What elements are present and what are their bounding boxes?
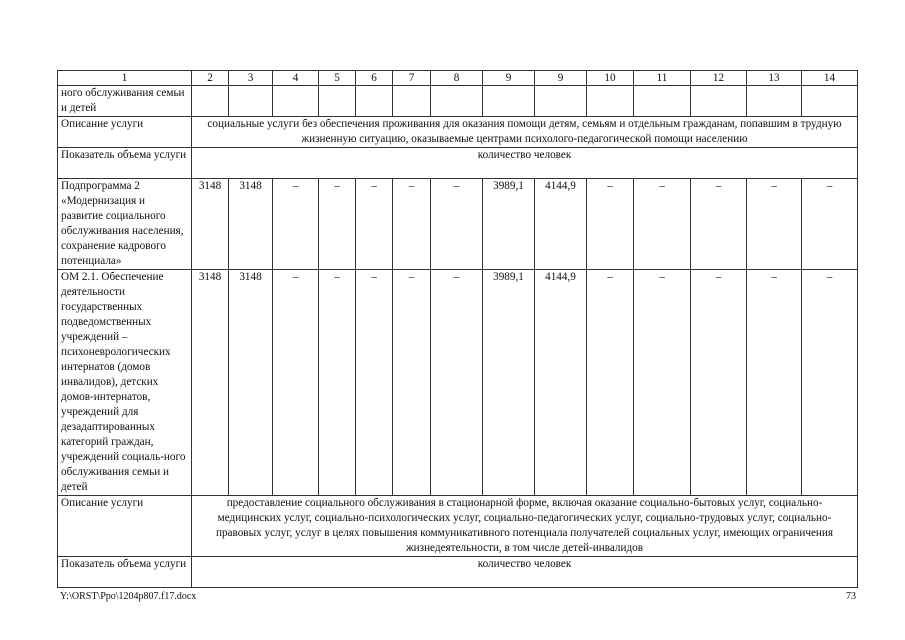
row-label: Описание услуги bbox=[58, 496, 192, 557]
table-cell: – bbox=[802, 179, 858, 270]
table-cell: 4144,9 bbox=[535, 179, 587, 270]
table-cell: – bbox=[634, 179, 691, 270]
table-cell bbox=[393, 86, 431, 117]
table-cell: 3148 bbox=[192, 179, 229, 270]
header-row bbox=[58, 71, 858, 86]
header-cell: 3 bbox=[229, 71, 273, 86]
table-cell bbox=[192, 86, 229, 117]
row-label: Показатель объема услуги bbox=[58, 557, 192, 588]
header-cell: 8 bbox=[431, 71, 483, 86]
table-cell bbox=[587, 86, 634, 117]
table-cell: – bbox=[319, 270, 356, 496]
table-cell: – bbox=[273, 270, 319, 496]
table-row bbox=[58, 496, 858, 557]
header-cell: 6 bbox=[356, 71, 393, 86]
table-cell: – bbox=[691, 270, 747, 496]
header-cell: 10 bbox=[587, 71, 634, 86]
volume-indicator: количество человек bbox=[192, 557, 858, 588]
table-cell: – bbox=[273, 179, 319, 270]
table-cell bbox=[634, 86, 691, 117]
header-cell: 5 bbox=[319, 71, 356, 86]
table-cell: – bbox=[431, 179, 483, 270]
table-row bbox=[58, 179, 858, 270]
table-cell: – bbox=[319, 179, 356, 270]
table-cell bbox=[535, 86, 587, 117]
table-cell: – bbox=[587, 179, 634, 270]
table-cell bbox=[229, 86, 273, 117]
table-cell: – bbox=[393, 179, 431, 270]
table-cell: – bbox=[747, 179, 802, 270]
table-cell bbox=[802, 86, 858, 117]
header-cell: 7 bbox=[393, 71, 431, 86]
row-label: Описание услуги bbox=[58, 117, 192, 148]
row-label: Подпрограмма 2 «Модернизация и развитие социального обслуживания населения, сохранение кадрового потенциала» bbox=[58, 179, 192, 270]
table-cell bbox=[273, 86, 319, 117]
table-cell: – bbox=[587, 270, 634, 496]
service-description: предоставление социального обслуживания в стационарной форме, включая оказание социально-бытовых услуг, социально-медицинских услуг, социально-психологических услуг, социально-педагогических услуг, социально-трудовых услуг, социально-правовых услуг, услуг в целях повышения коммуникативного потенциала получателей социальных услуг, имеющих ограничения жизнедеятельности, в том числе детей-инвалидов bbox=[192, 496, 858, 557]
row-label: ного обслуживания семьи и детей bbox=[58, 86, 192, 117]
table-cell: – bbox=[431, 270, 483, 496]
row-label: ОМ 2.1. Обеспечение деятельности государственных подведомственных учреждений – психоневрологических интернатов (домов инвалидов), детских домов-интернатов, учреждений для дезадаптированных категорий граждан, учреждений социаль-ного обслуживания семьи и детей bbox=[58, 270, 192, 496]
volume-indicator: количество человек bbox=[192, 148, 858, 179]
table-cell bbox=[483, 86, 535, 117]
table-cell: 4144,9 bbox=[535, 270, 587, 496]
table-cell: – bbox=[747, 270, 802, 496]
table-row bbox=[58, 117, 858, 148]
table-cell: 3989,1 bbox=[483, 270, 535, 496]
table-row bbox=[58, 270, 858, 496]
table-cell bbox=[319, 86, 356, 117]
table-cell: 3148 bbox=[192, 270, 229, 496]
header-cell: 9 bbox=[535, 71, 587, 86]
table-row bbox=[58, 148, 858, 179]
header-cell: 4 bbox=[273, 71, 319, 86]
table-cell bbox=[691, 86, 747, 117]
table-cell: – bbox=[356, 179, 393, 270]
header-cell: 1 bbox=[58, 71, 192, 86]
row-label: Показатель объема услуги bbox=[58, 148, 192, 179]
table-cell: – bbox=[691, 179, 747, 270]
header-cell: 13 bbox=[747, 71, 802, 86]
table-cell: 3148 bbox=[229, 270, 273, 496]
table-row bbox=[58, 557, 858, 588]
table-cell: – bbox=[393, 270, 431, 496]
footer-file-path: Y:\ORST\Ppo\1204p807.f17.docx bbox=[60, 591, 197, 602]
table-cell: – bbox=[634, 270, 691, 496]
header-cell: 12 bbox=[691, 71, 747, 86]
table-cell: 3989,1 bbox=[483, 179, 535, 270]
budget-table bbox=[57, 70, 858, 588]
table-row bbox=[58, 86, 858, 117]
table-cell: 3148 bbox=[229, 179, 273, 270]
table-cell bbox=[356, 86, 393, 117]
table-cell: – bbox=[802, 270, 858, 496]
service-description: социальные услуги без обеспечения проживания для оказания помощи детям, семьям и отдельным гражданам, попавшим в трудную жизненную ситуацию, оказываемые центрами психолого-педагогической помощи населению bbox=[192, 117, 858, 148]
header-cell: 11 bbox=[634, 71, 691, 86]
header-cell: 9 bbox=[483, 71, 535, 86]
table-cell: – bbox=[356, 270, 393, 496]
page-number: 73 bbox=[846, 591, 856, 602]
header-cell: 2 bbox=[192, 71, 229, 86]
table-cell bbox=[431, 86, 483, 117]
header-cell: 14 bbox=[802, 71, 858, 86]
table-cell bbox=[747, 86, 802, 117]
